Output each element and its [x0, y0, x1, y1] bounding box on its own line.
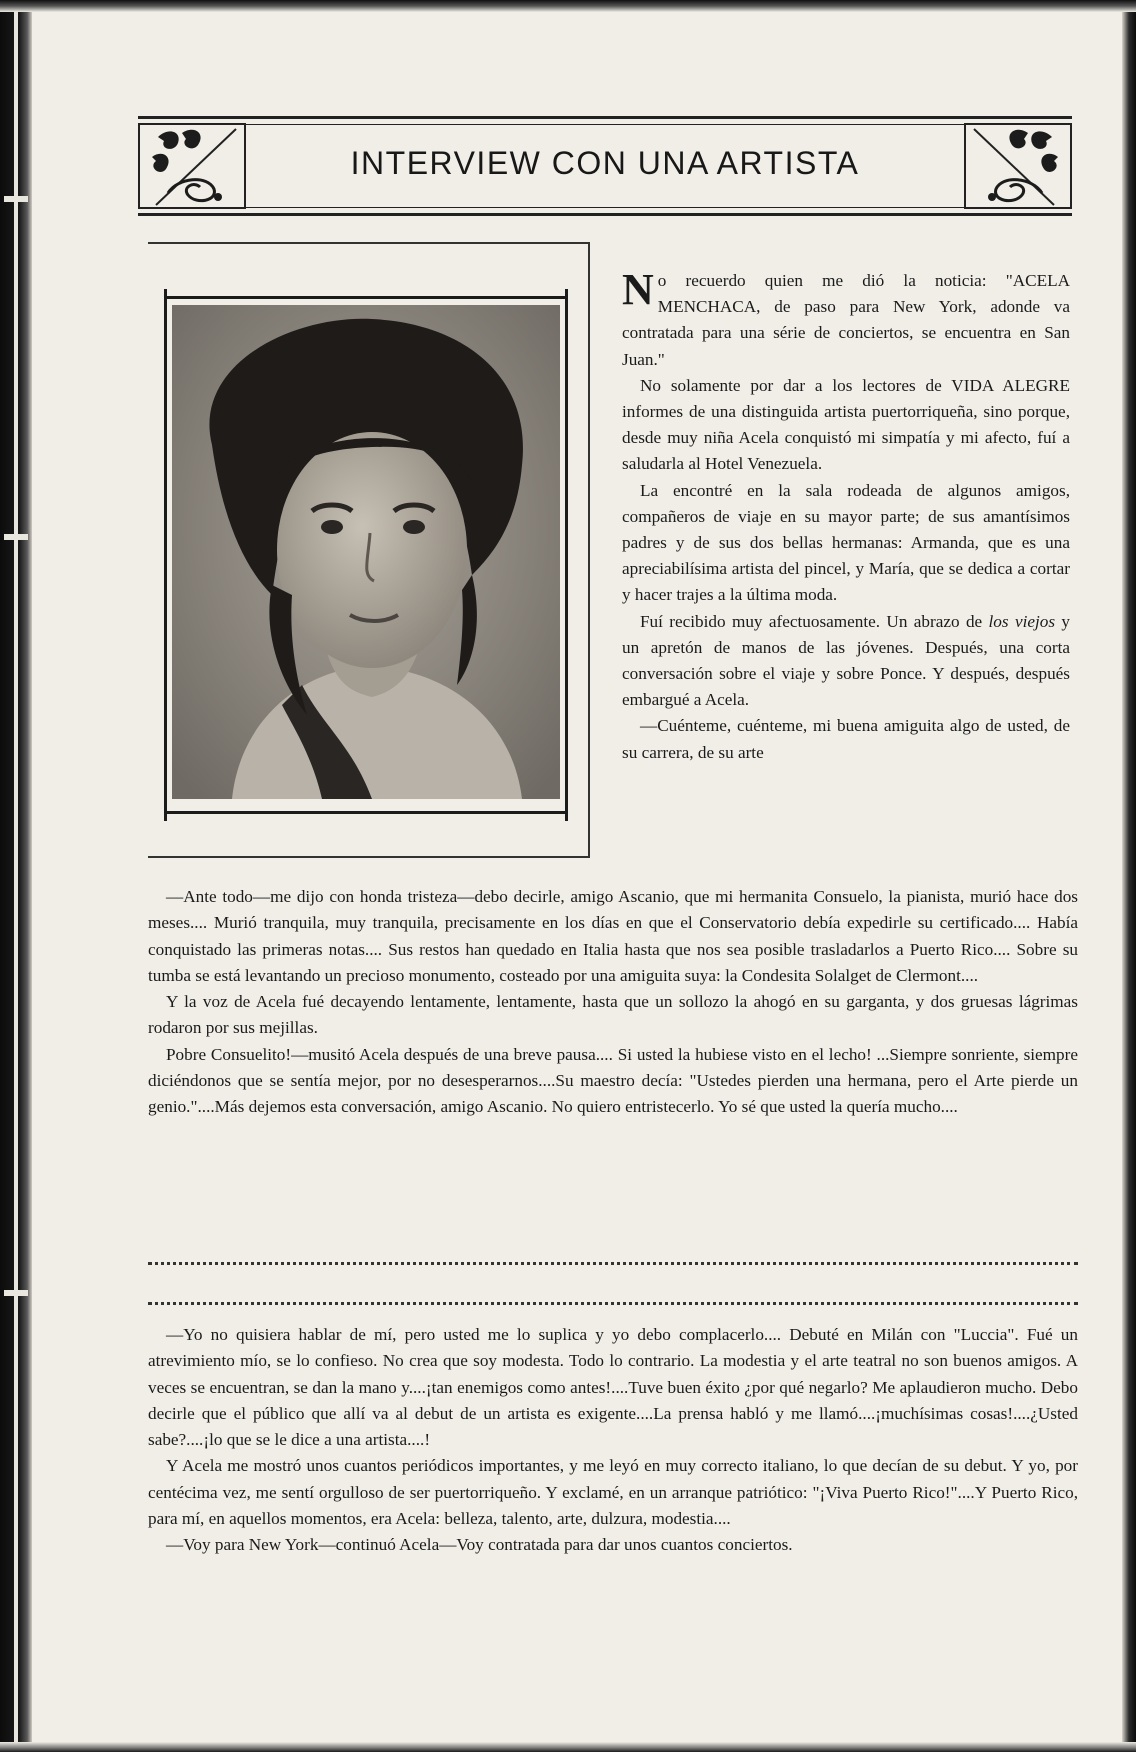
article-body-upper: [148, 884, 1078, 1121]
floral-ornament-icon: [964, 123, 1072, 209]
scan-right-edge: [1122, 0, 1136, 1752]
drop-cap: N: [622, 265, 654, 314]
dotted-separator: [148, 1254, 1078, 1265]
paragraph: —Yo no quisiera hablar de mí, pero usted me lo suplica y yo debo complacerlo.... Debuté en Milán con "Luccia". Fué un atrevimiento mío, se lo confieso. No crea que soy modesta. Todo lo contrario. La modestia y el arte teatral no son buenos amigos. A veces se encuentran, se dan la mano y....¡tan enemigos como antes!....Tuve buen éxito ¿por qué negarlo? Me aplaudieron mucho. Debo decirle que el público que allí va al debut de un artista es exigente....La prensa habló y me llamó....¡muchísimas cosas!....¿Usted sabe?....¡lo que se le dice a una artista....!: [148, 1325, 1078, 1450]
article-column-right: [622, 265, 1070, 766]
paragraph: —Cuénteme, cuénteme, mi buena amiguita algo de usted, de su carrera, de su arte: [622, 716, 1070, 762]
scan-bottom-edge: [0, 1742, 1136, 1752]
floral-ornament-icon: [138, 123, 246, 209]
paragraph: La encontré en la sala rodeada de algunos amigos, compañeros de viaje en su mayor parte; de sus amantísimos padres y de sus dos bellas hermanas: Armanda, que es una apreciabilísima artista del pincel, y María, que se dedica a cortar y hacer trajes a la última moda.: [622, 480, 1070, 605]
paragraph: Fuí recibido muy afectuosamente. Un abrazo de los viejos y un apretón de manos de las jóvenes. Después, una corta conversación sobre el viaje y sobre Ponce. Y después, después embargué a Acela.: [622, 611, 1070, 710]
article-header: [138, 116, 1072, 216]
paragraph: —Voy para New York—continuó Acela—Voy contratada para dar unos cuantos conciertos.: [166, 1535, 793, 1555]
portrait-photo: [172, 305, 560, 799]
paragraph: Y la voz de Acela fué decayendo lentamente, lentamente, hasta que un sollozo la ahogó en su garganta, y dos gruesas lágrimas rodaron por sus mejillas.: [148, 992, 1078, 1038]
article-body-lower: [148, 1322, 1078, 1559]
intro-paragraph: No recuerdo quien me dió la noticia: "ACELA MENCHACA, de paso para New York, adonde va contratada para una série de conciertos, se encuentra en San Juan.": [622, 265, 1070, 369]
article-title: INTERVIEW CON UNA ARTISTA: [350, 145, 860, 181]
scan-left-edge: [0, 0, 32, 1752]
paragraph: No solamente por dar a los lectores de VIDA ALEGRE informes de una distinguida artista puertorriqueña, sino porque, desde muy niña Acela conquistó mi simpatía y mi afecto, fuí a saludarla al Hotel Venezuela.: [622, 375, 1070, 474]
scan-top-edge: [0, 0, 1136, 12]
dotted-separator: [148, 1294, 1078, 1305]
paragraph: —Ante todo—me dijo con honda tristeza—debo decirle, amigo Ascanio, que mi hermanita Consuelo, la pianista, murió hace dos meses.... Murió tranquila, muy tranquila, precisamente en los días en que el Conservatorio debía expedirle su certificado.... Había conquistado las primeras notas.... Sus restos han quedado en Italia hasta que nos sea posible trasladarlos a Puerto Rico.... Sobre su tumba se está levantando un precioso monumento, costeado por una amiguita suya: la Condesita Solalget de Clermont....: [148, 887, 1078, 985]
paragraph: Pobre Consuelito!—musitó Acela después de una breve pausa.... Si usted la hubiese visto en el lecho! ...Siempre sonriente, siempre diciéndonos que se sentía mejor, por no desesperarnos....Su maestro decía: "Ustedes pierden una hermana, pero el Arte pierde un genio."....Más dejemos esta conversación, amigo Ascanio. No quiero entristecerlo. Yo sé que usted la quería mucho....: [148, 1044, 1078, 1117]
paragraph: Y Acela me mostró unos cuantos periódicos importantes, y me leyó en muy correcto italiano, lo que decían de su debut. Y yo, por centécima vez, me sentí orgulloso de ser puertorriqueño. Y exclamé, en un arranque patriótico: "¡Viva Puerto Rico!"....Y Puerto Rico, para mí, en aquellos momentos, era Acela: belleza, talento, arte, dulzura, modestia....: [148, 1456, 1078, 1529]
